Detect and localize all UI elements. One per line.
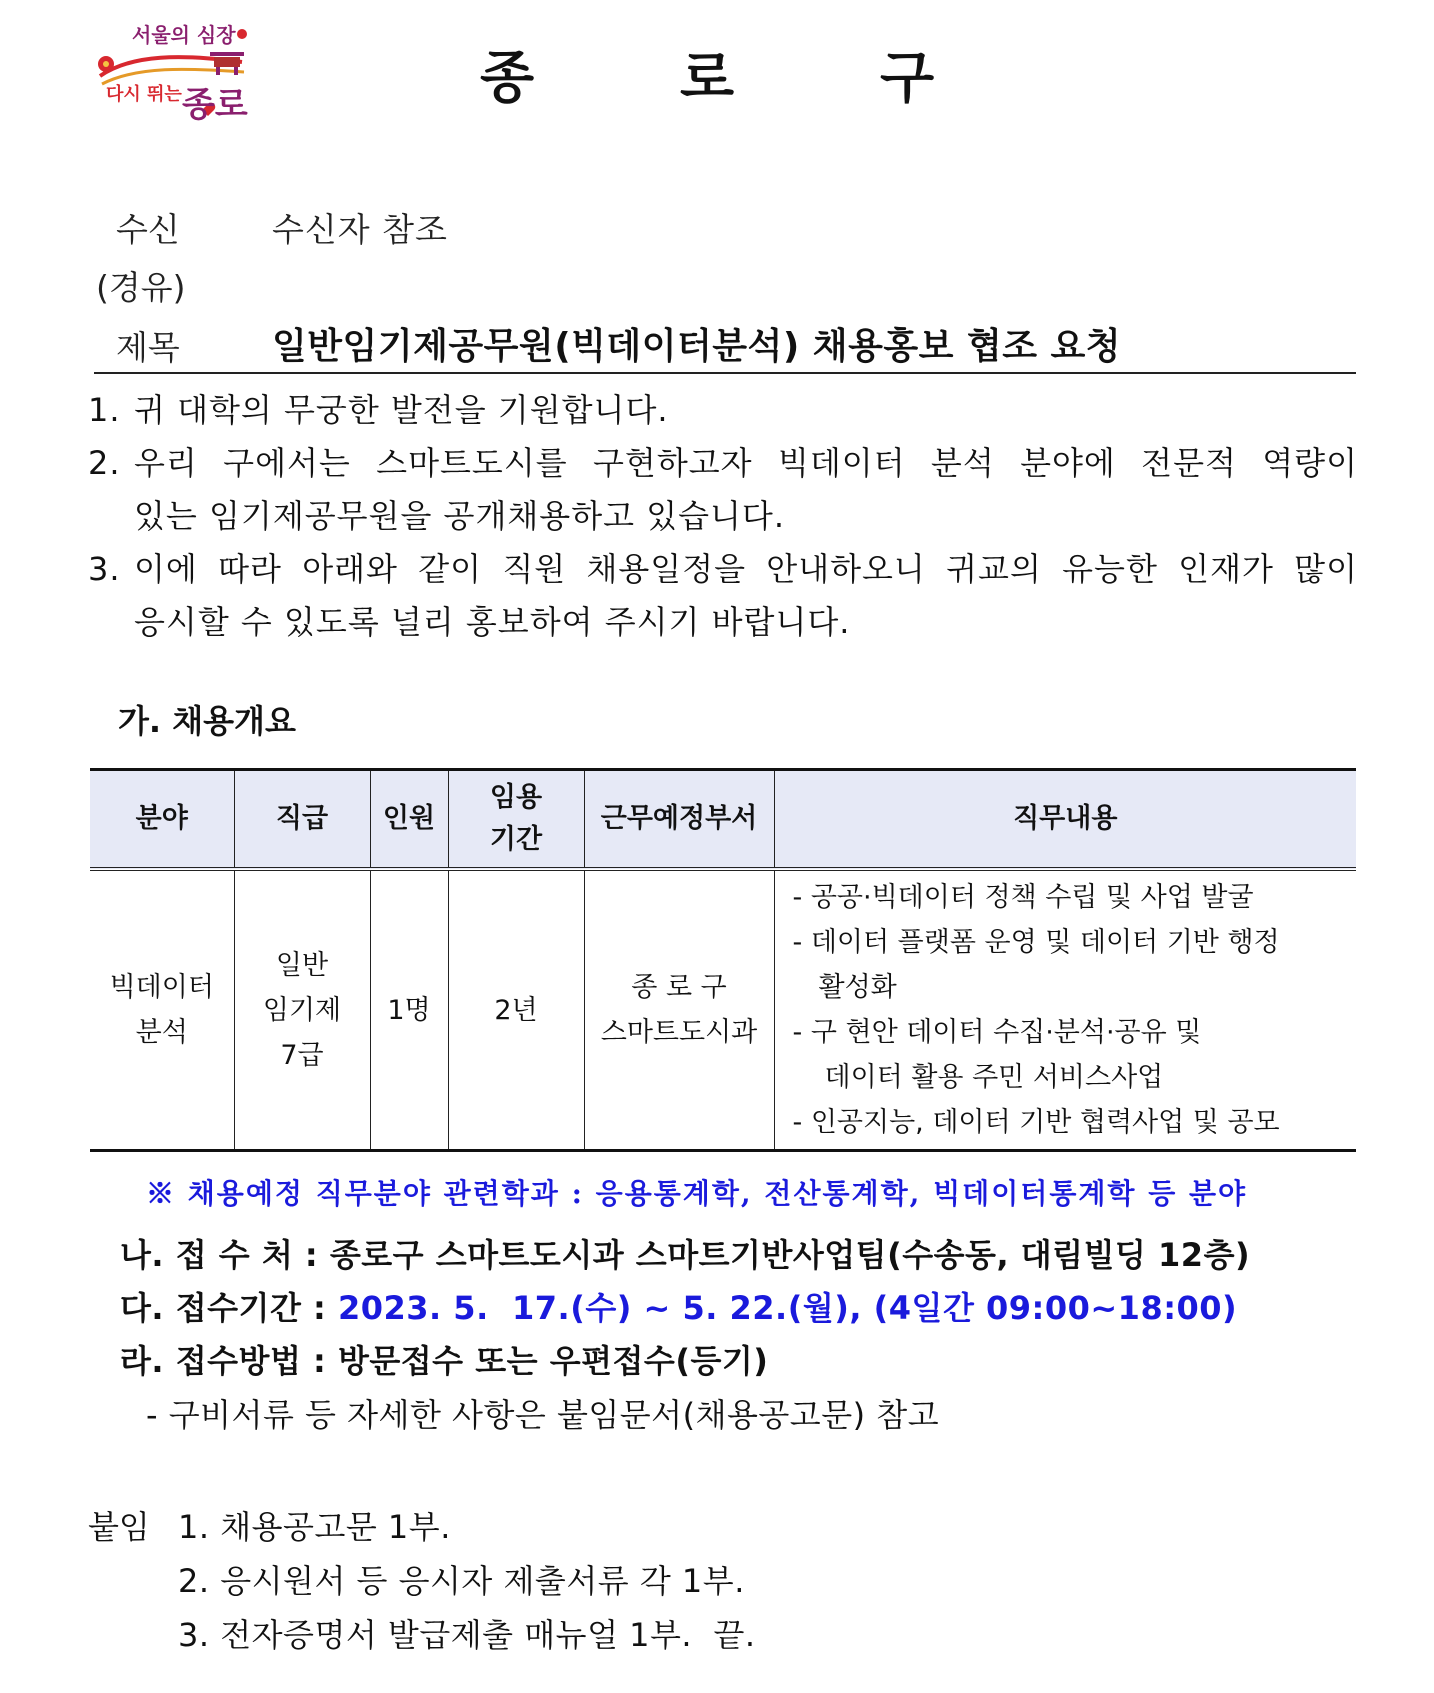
paragraph-1 [88, 384, 1358, 437]
header-field: 분야 [90, 770, 234, 870]
section-heading-overview: 가. 채용개요 [118, 702, 296, 740]
header-duties: 직무내용 [774, 770, 1356, 870]
duty-item: - 데이터 플랫폼 운영 및 데이터 기반 행정 [792, 927, 1280, 958]
cell-dept [584, 869, 774, 1151]
paragraph-3 [88, 543, 1358, 649]
logo-line3: 종로 [182, 85, 248, 125]
duty-item: - 인공지능, 데이터 기반 협력사업 및 공모 [792, 1107, 1280, 1138]
cell-duties [774, 869, 1356, 1151]
recipient-label: 수신 [116, 210, 180, 249]
cell-grade-line1: 일반 [275, 949, 329, 981]
detail-note: - 구비서류 등 자세한 사항은 붙임문서(채용공고문) 참고 [146, 1396, 940, 1434]
cell-count: 1명 [370, 869, 448, 1151]
method-value: 방문접수 또는 우편접수(등기) [337, 1342, 769, 1380]
organization-title [480, 34, 1080, 114]
duty-item: - 구 현안 데이터 수집·분석·공유 및 [792, 1017, 1202, 1048]
paragraph-text-line1: 이에 따라 아래와 같이 직원 채용일정을 안내하오니 귀교의 유능한 인재가 많이 [134, 550, 1358, 588]
paragraph-2 [88, 437, 1358, 543]
cell-dept-line2: 스마트도시과 [600, 1017, 758, 1048]
header-period-line1: 임용 [489, 782, 543, 813]
reception-value: 종로구 스마트도시과 스마트기반사업팀(수송동, 대림빌딩 12층) [329, 1236, 1251, 1274]
header-period-line2: 기간 [489, 824, 543, 855]
subject-value: 일반임기제공무원(빅데이터분석) 채용홍보 협조 요청 [272, 326, 1122, 367]
table-row [90, 869, 1356, 1151]
paragraph-number: 3. [88, 550, 121, 588]
org-char-2: 로 [680, 46, 737, 111]
header-grade: 직급 [234, 770, 370, 870]
recruitment-table [90, 768, 1356, 1152]
cell-field [90, 869, 234, 1151]
cell-period: 2년 [448, 869, 584, 1151]
period-item [120, 1283, 1237, 1329]
recipient-value: 수신자 참조 [272, 210, 448, 249]
header-count: 인원 [370, 770, 448, 870]
jongno-logo [92, 14, 262, 126]
duty-item: - 공공·빅데이터 정책 수립 및 사업 발굴 [792, 882, 1254, 913]
paragraph-text-line2: 있는 임기제공무원을 공개채용하고 있습니다. [134, 497, 786, 535]
cell-field-line1: 빅데이터 [109, 972, 214, 1003]
paragraph-number: 2. [88, 444, 121, 482]
header-divider [94, 372, 1356, 374]
logo-line2: 다시 뛰는 [106, 84, 182, 105]
attachment-item: 1. 채용공고문 1부. [178, 1508, 451, 1546]
period-key: 다. 접수기간 : [120, 1289, 327, 1327]
period-value: 2023. 5. 17.(수) ~ 5. 22.(월), (4일간 09:00~18:00) [337, 1289, 1238, 1327]
cell-field-line2: 분석 [135, 1017, 188, 1048]
attachment-label: 붙임 [88, 1508, 150, 1546]
duty-item-continued: 데이터 활용 주민 서비스사업 [824, 1062, 1164, 1093]
cell-grade-line2: 임기제 [262, 994, 342, 1026]
org-char-3: 구 [880, 46, 937, 111]
paragraph-text: 귀 대학의 무궁한 발전을 기원합니다. [134, 391, 669, 429]
method-key: 라. 접수방법 : [120, 1342, 327, 1380]
subject-label: 제목 [116, 328, 180, 367]
logo-line1: 서울의 심장 [132, 23, 236, 47]
cell-dept-line1: 종 로 구 [631, 972, 727, 1003]
paragraph-text-line2: 응시할 수 있도록 널리 홍보하여 주시기 바랍니다. [134, 603, 851, 641]
logo-graphic [92, 14, 262, 126]
cell-grade [234, 869, 370, 1151]
attachment-item: 3. 전자증명서 발급제출 매뉴얼 1부. 끝. [178, 1616, 756, 1654]
method-item [120, 1336, 768, 1382]
org-char-1: 종 [480, 46, 537, 111]
header-period [448, 770, 584, 870]
paragraph-number: 1. [88, 391, 121, 429]
cell-grade-line3: 7급 [280, 1039, 324, 1071]
table-header-row [90, 770, 1356, 870]
reception-key: 나. 접 수 처 : [120, 1236, 319, 1274]
header-dept: 근무예정부서 [584, 770, 774, 870]
reception-item [120, 1230, 1250, 1276]
related-majors-note: ※ 채용예정 직무분야 관련학과 : 응용통계학, 전산통계학, 빅데이터통계학 등 분야 [146, 1177, 1248, 1210]
via-label: (경유) [96, 268, 186, 307]
duty-item-continued: 활성화 [818, 972, 897, 1003]
attachment-item: 2. 응시원서 등 응시자 제출서류 각 1부. [178, 1562, 745, 1600]
paragraph-text-line1: 우리 구에서는 스마트도시를 구현하고자 빅데이터 분석 분야에 전문적 역량이 [134, 444, 1358, 482]
